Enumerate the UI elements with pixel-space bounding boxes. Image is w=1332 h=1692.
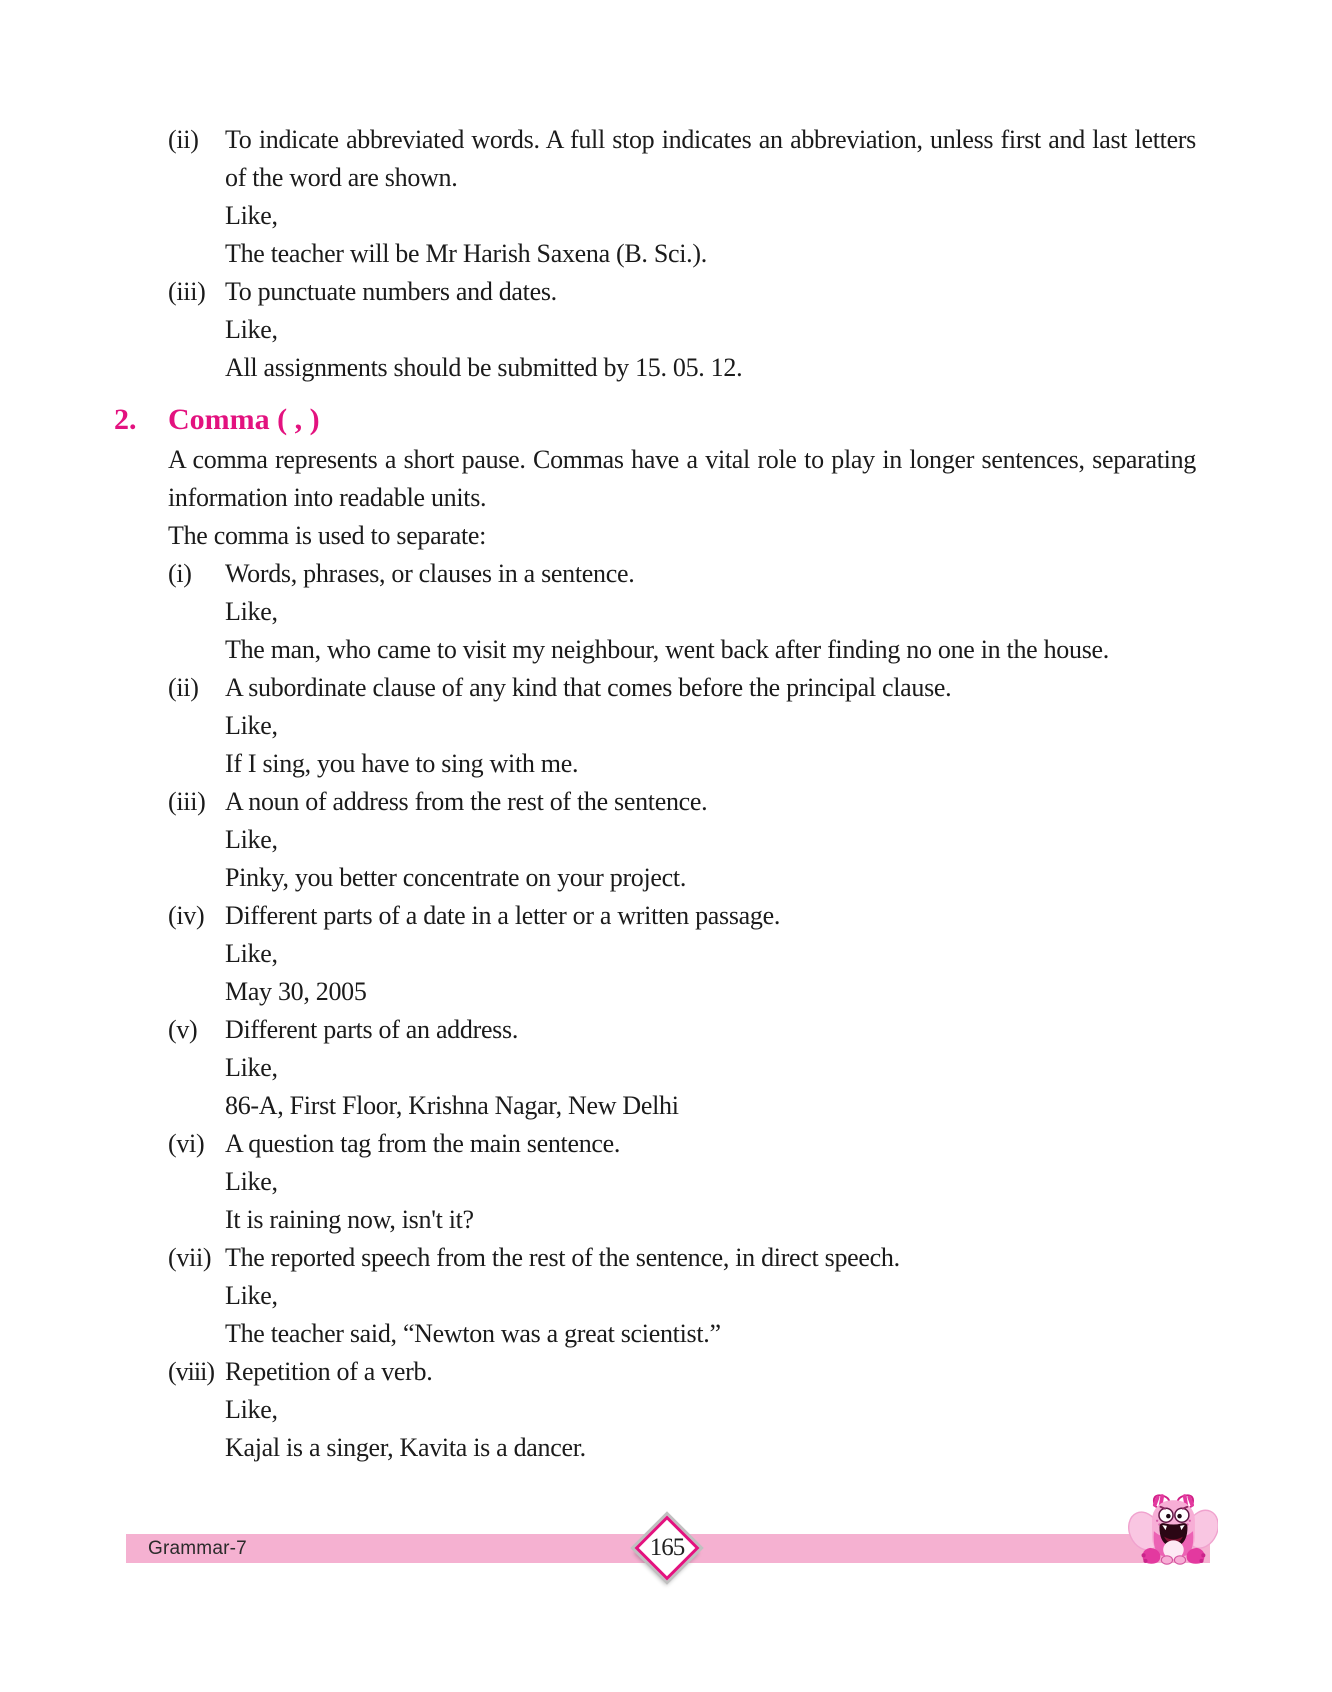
section-intro: A comma represents a short pause. Commas have a vital role to play in longer sentences, separating information into readable units. <box>168 445 1196 512</box>
item-number: (ii) <box>168 125 199 154</box>
like-label: Like, <box>225 825 278 854</box>
comma-item <box>168 1011 1332 1125</box>
item-example: The teacher said, “Newton was a great scientist.” <box>225 1319 721 1348</box>
like-label: Like, <box>225 315 278 344</box>
item-text: Different parts of a date in a letter or a written passage. <box>225 901 781 930</box>
item-example: All assignments should be submitted by 15. 05. 12. <box>225 353 743 382</box>
item-text: Words, phrases, or clauses in a sentence. <box>225 559 635 588</box>
item-example: May 30, 2005 <box>225 977 367 1006</box>
item-body <box>225 121 1196 273</box>
fullstop-item <box>168 121 1332 273</box>
item-number: (viii) <box>168 1357 214 1386</box>
item-text: Repetition of a verb. <box>225 1357 433 1386</box>
section-lead: The comma is used to separate: <box>168 521 487 550</box>
item-number: (vi) <box>168 1129 205 1158</box>
item-number: (vii) <box>168 1243 212 1272</box>
item-example: Kajal is a singer, Kavita is a dancer. <box>225 1433 586 1462</box>
item-number: (v) <box>168 1015 198 1044</box>
item-body <box>225 1239 1196 1353</box>
item-body <box>225 669 1196 783</box>
like-label: Like, <box>225 1281 278 1310</box>
item-example: Pinky, you better concentrate on your project. <box>225 863 687 892</box>
item-text: The reported speech from the rest of the sentence, in direct speech. <box>225 1243 900 1272</box>
comma-item <box>168 783 1332 897</box>
page-content <box>0 121 1332 1467</box>
like-label: Like, <box>225 1053 278 1082</box>
fullstop-item <box>168 273 1332 387</box>
like-label: Like, <box>225 201 278 230</box>
item-body <box>225 1353 1196 1467</box>
section-title: Comma ( , ) <box>168 403 320 436</box>
item-body <box>225 1125 1196 1239</box>
like-label: Like, <box>225 1167 278 1196</box>
item-text: To punctuate numbers and dates. <box>225 277 557 306</box>
item-number: (iii) <box>168 787 206 816</box>
item-example: If I sing, you have to sing with me. <box>225 749 579 778</box>
comma-item <box>168 1125 1332 1239</box>
item-body <box>225 897 1196 1011</box>
page-number-badge <box>634 1515 699 1580</box>
item-number: (iii) <box>168 277 206 306</box>
book-title-label: Grammar-7 <box>148 1538 247 1559</box>
item-body <box>225 783 1196 897</box>
item-example: It is raining now, isn't it? <box>225 1205 474 1234</box>
item-example: The teacher will be Mr Harish Saxena (B. Sci.). <box>225 239 707 268</box>
item-example: The man, who came to visit my neighbour, went back after finding no one in the house. <box>225 635 1109 664</box>
item-number: (i) <box>168 559 192 588</box>
item-body <box>225 1011 1196 1125</box>
item-number: (ii) <box>168 673 199 702</box>
section-heading <box>114 399 1332 441</box>
like-label: Like, <box>225 1395 278 1424</box>
item-body <box>225 555 1196 669</box>
comma-item <box>168 669 1332 783</box>
comma-item <box>168 1239 1332 1353</box>
like-label: Like, <box>225 711 278 740</box>
comma-item <box>168 1353 1332 1467</box>
page-number: 165 <box>649 1534 685 1561</box>
crying-dog-mascot-icon <box>1128 1490 1218 1574</box>
item-body <box>225 273 1196 387</box>
like-label: Like, <box>225 597 278 626</box>
comma-item <box>168 897 1332 1011</box>
section-number: 2. <box>114 403 137 436</box>
item-number: (iv) <box>168 901 205 930</box>
like-label: Like, <box>225 939 278 968</box>
item-text: A subordinate clause of any kind that comes before the principal clause. <box>225 673 952 702</box>
comma-item <box>168 555 1332 669</box>
item-text: A question tag from the main sentence. <box>225 1129 621 1158</box>
item-text: To indicate abbreviated words. A full stop indicates an abbreviation, unless first and last letters of the word are shown. <box>225 125 1196 192</box>
item-example: 86-A, First Floor, Krishna Nagar, New Delhi <box>225 1091 679 1120</box>
item-text: Different parts of an address. <box>225 1015 519 1044</box>
item-text: A noun of address from the rest of the sentence. <box>225 787 708 816</box>
